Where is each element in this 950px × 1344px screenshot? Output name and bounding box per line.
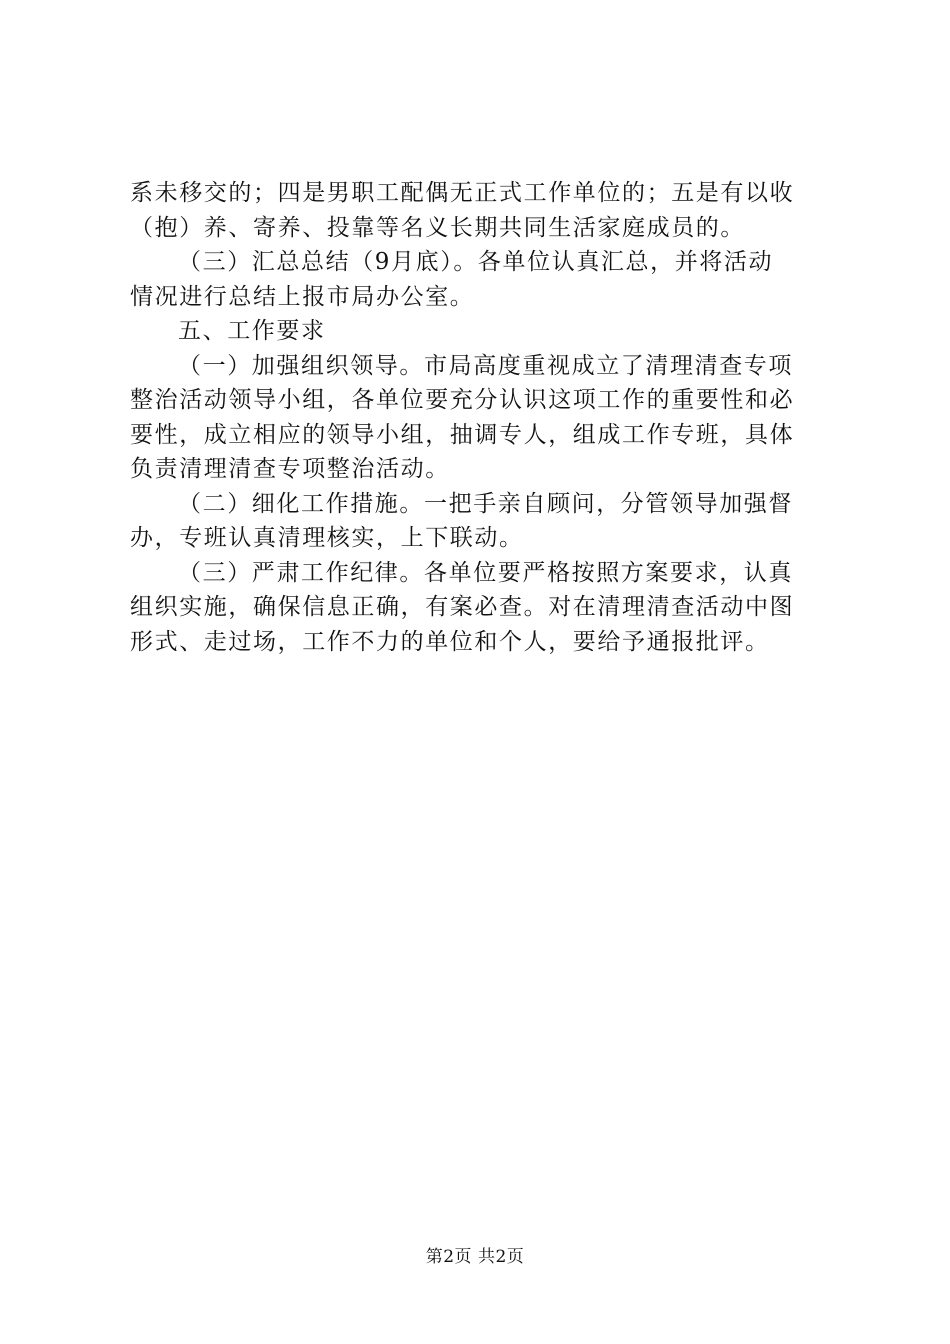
text-line: （抱）养、寄养、投靠等名义长期共同生活家庭成员的。 xyxy=(130,214,745,241)
text-line: （三）汇总总结（9月底）。各单位认真汇总，并将活动 xyxy=(178,249,774,275)
document-body xyxy=(130,176,830,659)
text-line: 情况进行总结上报市局办公室。 xyxy=(130,283,475,310)
text-line: 负责清理清查专项整治活动。 xyxy=(130,456,450,482)
text-line: （一）加强组织领导。市局高度重视成立了清理清查专项 xyxy=(178,352,793,379)
text-line: 形式、走过场，工作不力的单位和个人，要给予通报批评。 xyxy=(130,628,770,655)
text-line: 整治活动领导小组，各单位要充分认识这项工作的重要性和必 xyxy=(130,387,795,413)
page-number-footer: 第2页 共2页 xyxy=(425,1247,525,1267)
text-line: 办，专班认真清理核实，上下联动。 xyxy=(130,525,524,551)
text-line: （二）细化工作措施。一把手亲自顾问，分管领导加强督 xyxy=(178,490,793,517)
section-heading: 五、工作要求 xyxy=(178,318,326,344)
text-line: 要性，成立相应的领导小组，抽调专人，组成工作专班，具体 xyxy=(130,421,795,448)
text-line: 系未移交的；四是男职工配偶无正式工作单位的；五是有以收 xyxy=(130,180,795,206)
body-text xyxy=(130,176,830,659)
text-line: 组织实施，确保信息正确，有案必查。对在清理清查活动中图 xyxy=(130,594,795,620)
text-line: （三）严肃工作纪律。各单位要严格按照方案要求，认真 xyxy=(178,559,793,586)
